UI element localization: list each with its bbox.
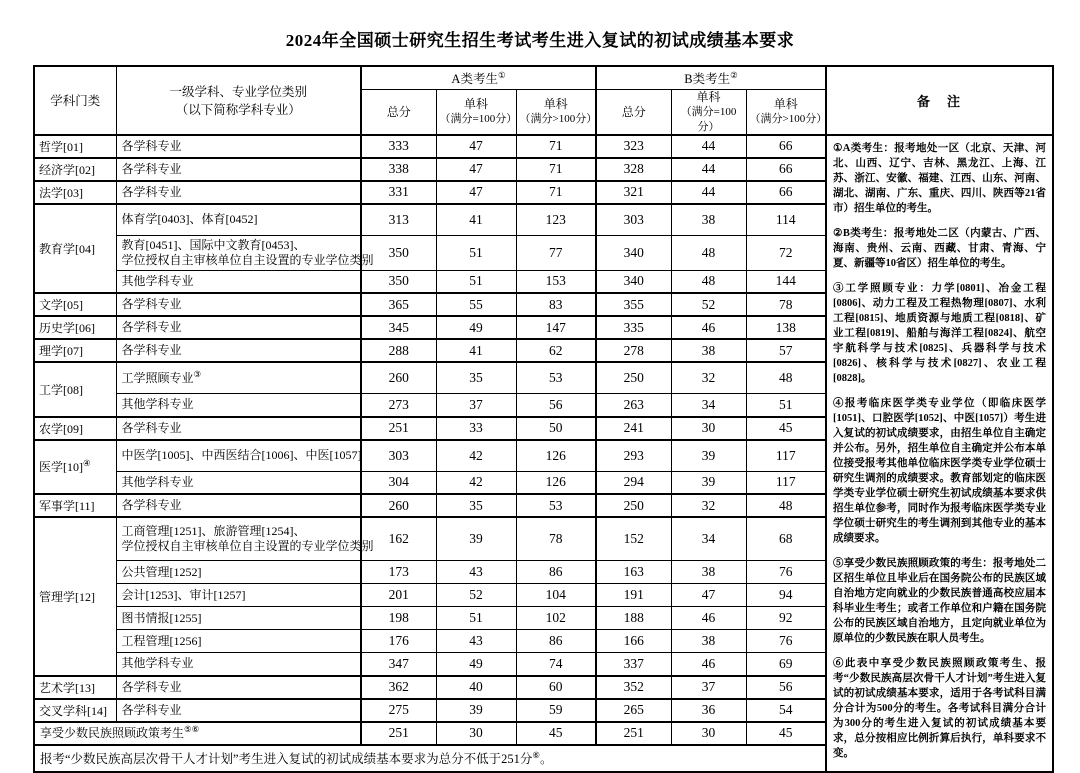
- group-a-footnote-mark: ①: [497, 69, 506, 80]
- page-title: 2024年全国硕士研究生招生考试考生进入复试的初试成绩基本要求: [285, 31, 795, 50]
- score-cell: 241: [596, 417, 671, 440]
- score-cell: 51: [746, 394, 826, 417]
- category-cell: [34, 699, 116, 722]
- score-cell: 162: [361, 517, 436, 561]
- specialty-cell: [116, 362, 361, 394]
- score-cell: 138: [746, 316, 826, 339]
- group-b-label: B类考生: [684, 71, 731, 86]
- score-cell: 338: [361, 158, 436, 181]
- specialty-cell: [116, 517, 374, 561]
- score-cell: 66: [746, 158, 826, 181]
- score-cell: 44: [671, 135, 746, 158]
- score-cell: 350: [361, 235, 436, 270]
- col-header-b-single-gt100: [746, 89, 826, 135]
- score-cell: 250: [596, 362, 671, 394]
- score-cell: 198: [361, 607, 436, 630]
- table-row: [34, 135, 1053, 158]
- score-cell: 48: [671, 270, 746, 293]
- col-header-discipline: [116, 66, 361, 135]
- remark-paragraph: ⑤享受少数民族照顾政策的考生：报考地处二区招生单位且毕业后在国务院公布的民族区域自治地方定向就业的少数民族普通高校应届本科毕业生考生；或者工作单位和户籍在国务院公布的民族区域自治地方，且定向就业单位为原单位的少数民族在职人员考生。: [833, 557, 1047, 644]
- cell-text: 工学[08]: [39, 382, 83, 397]
- score-cell: 38: [671, 561, 746, 584]
- cell-text: 其他学科专业: [121, 273, 194, 288]
- col-header-b-single-eq100: [671, 89, 746, 135]
- cell-text: 教育学[04]: [39, 241, 95, 256]
- score-cell: 56: [746, 676, 826, 699]
- cell-text: 各学科专业: [121, 184, 182, 199]
- specialty-cell: [116, 471, 361, 494]
- score-cell: 52: [671, 293, 746, 316]
- cell-text: 各学科专业: [121, 343, 182, 357]
- score-cell: 42: [436, 440, 516, 472]
- col-header-group-b: [596, 66, 826, 89]
- cell-text: 农学[09]: [39, 421, 83, 436]
- score-cell: 331: [361, 181, 436, 204]
- score-cell: 66: [746, 135, 826, 158]
- score-cell: 83: [516, 293, 596, 316]
- remarks-cell: [826, 135, 1053, 772]
- specialty-cell: [116, 235, 374, 270]
- score-cell: 48: [746, 494, 826, 517]
- score-cell: 76: [746, 630, 826, 653]
- score-cell: 86: [516, 561, 596, 584]
- header-row-groups: [34, 66, 1053, 89]
- score-cell: 46: [671, 653, 746, 676]
- category-cell: [34, 316, 116, 339]
- score-cell: 77: [516, 235, 596, 270]
- col-header-a-single-eq100: [436, 89, 516, 135]
- footnote-mark: ⑥: [532, 749, 540, 760]
- score-cell: 68: [746, 517, 826, 561]
- col-header-category: 学科门类: [34, 66, 116, 135]
- cell-text: 工商管理[1251]、旅游管理[1254]、: [121, 524, 306, 538]
- score-cell: 153: [516, 270, 596, 293]
- score-cell: 74: [516, 653, 596, 676]
- score-cell: 54: [746, 699, 826, 722]
- footnote-mark: ⑤⑥: [184, 723, 200, 734]
- col-header-discipline-line1: 一级学科、专业学位类别: [169, 85, 307, 100]
- score-cell: 347: [361, 653, 436, 676]
- score-cell: 53: [516, 494, 596, 517]
- category-cell: [34, 362, 116, 417]
- score-cell: 39: [436, 699, 516, 722]
- score-cell: 51: [436, 607, 516, 630]
- score-cell: 47: [436, 135, 516, 158]
- score-cell: 275: [361, 699, 436, 722]
- score-cell: 71: [516, 158, 596, 181]
- footer-note-tail: 。: [539, 752, 553, 766]
- specialty-cell: [116, 316, 361, 339]
- score-cell: 48: [671, 235, 746, 270]
- single-label: 单科: [543, 97, 568, 111]
- specialty-cell: [116, 270, 361, 293]
- score-cell: 39: [671, 471, 746, 494]
- score-cell: 251: [596, 722, 671, 745]
- table-body: [34, 135, 1053, 772]
- score-cell: 55: [436, 293, 516, 316]
- cell-text: 交叉学科[14]: [39, 703, 107, 718]
- single-eq100-label: （满分=100分）: [439, 113, 518, 125]
- cell-text: 各学科专业: [121, 420, 182, 435]
- cell-text: 学位授权自主审核单位自主设置的专业学位类别: [121, 539, 374, 553]
- score-cell: 303: [361, 440, 436, 472]
- score-cell: 201: [361, 584, 436, 607]
- score-cell: 44: [671, 181, 746, 204]
- score-cell: 263: [596, 394, 671, 417]
- score-cell: 191: [596, 584, 671, 607]
- cell-text: 各学科专业: [121, 498, 182, 512]
- score-cell: 273: [361, 394, 436, 417]
- cell-text: 哲学[01]: [39, 139, 83, 154]
- score-cell: 43: [436, 561, 516, 584]
- score-cell: 43: [436, 630, 516, 653]
- score-cell: 60: [516, 676, 596, 699]
- score-cell: 176: [361, 630, 436, 653]
- remark-paragraph: ①A类考生：报考地处一区（北京、天津、河北、山西、辽宁、吉林、黑龙江、上海、江苏、浙江、安徽、福建、江西、山东、河南、湖北、湖南、广东、重庆、四川、陕西等21省市）招生单位的考生。: [833, 142, 1047, 214]
- score-cell: 46: [671, 607, 746, 630]
- score-cell: 37: [671, 676, 746, 699]
- minority-policy-label-cell: [34, 722, 361, 745]
- score-cell: 36: [671, 699, 746, 722]
- specialty-cell: [116, 676, 361, 699]
- score-cell: 49: [436, 653, 516, 676]
- group-a-label: A类考生: [451, 71, 498, 86]
- category-cell: [34, 158, 116, 181]
- score-cell: 41: [436, 204, 516, 236]
- group-b-footnote-mark: ②: [730, 69, 738, 80]
- specialty-cell: [116, 204, 361, 236]
- cell-text: 工学照顾专业: [121, 370, 194, 385]
- col-header-b-total: 总分: [596, 89, 671, 135]
- specialty-cell: [116, 181, 361, 204]
- score-cell: 52: [436, 584, 516, 607]
- single-gt100-label: （满分>100分）: [749, 113, 828, 125]
- single-label: 单科: [696, 89, 721, 104]
- score-cell: 92: [746, 607, 826, 630]
- score-cell: 30: [671, 722, 746, 745]
- score-cell: 71: [516, 135, 596, 158]
- score-cell: 337: [596, 653, 671, 676]
- score-cell: 293: [596, 440, 671, 472]
- score-cell: 59: [516, 699, 596, 722]
- score-cell: 355: [596, 293, 671, 316]
- score-cell: 365: [361, 293, 436, 316]
- remark-paragraph: ②B类考生：报考地处二区（内蒙古、广西、海南、贵州、云南、西藏、甘肃、青海、宁夏、新疆等10省区）招生单位的考生。: [833, 227, 1047, 269]
- cell-text: 各学科专业: [121, 679, 182, 694]
- score-cell: 56: [516, 394, 596, 417]
- cell-text: 文学[05]: [39, 298, 83, 312]
- score-cell: 30: [436, 722, 516, 745]
- score-cell: 38: [671, 339, 746, 362]
- score-cell: 32: [671, 362, 746, 394]
- score-cell: 46: [671, 316, 746, 339]
- score-cell: 126: [516, 471, 596, 494]
- score-cell: 188: [596, 607, 671, 630]
- cell-text: 教育[0451]、国际中文教育[0453]、: [121, 237, 306, 252]
- col-header-remarks: 备 注: [826, 66, 1053, 135]
- score-cell: 117: [746, 440, 826, 472]
- specialty-cell: [116, 339, 361, 362]
- single-label: 单科: [463, 97, 488, 111]
- score-cell: 328: [596, 158, 671, 181]
- score-cell: 38: [671, 630, 746, 653]
- single-gt100-label: （满分>100分）: [519, 113, 598, 125]
- score-cell: 117: [746, 471, 826, 494]
- cell-text: 各学科专业: [121, 320, 182, 334]
- category-cell: [34, 440, 116, 495]
- score-cell: 35: [436, 494, 516, 517]
- score-cell: 45: [746, 417, 826, 440]
- cell-text: 其他学科专业: [121, 656, 194, 671]
- cell-text: 工程管理[1256]: [121, 633, 202, 648]
- specialty-cell: [116, 135, 361, 158]
- score-cell: 49: [436, 316, 516, 339]
- cell-text: 各学科专业: [121, 702, 182, 717]
- score-cell: 47: [671, 584, 746, 607]
- score-cell: 76: [746, 561, 826, 584]
- score-cell: 126: [516, 440, 596, 472]
- cell-text: 享受少数民族照顾政策考生: [40, 725, 185, 740]
- remarks-content: [833, 141, 1046, 761]
- score-cell: 362: [361, 676, 436, 699]
- score-cell: 48: [746, 362, 826, 394]
- specialty-cell: [116, 584, 361, 607]
- col-header-a-total: 总分: [361, 89, 436, 135]
- score-cell: 44: [671, 158, 746, 181]
- score-cell: 278: [596, 339, 671, 362]
- score-cell: 34: [671, 517, 746, 561]
- score-cell: 173: [361, 561, 436, 584]
- specialty-cell: [116, 607, 361, 630]
- footer-note-text: 报考“少数民族高层次骨干人才计划”考生进入复试的初试成绩基本要求为总分不低于251分: [40, 752, 533, 766]
- score-cell: 313: [361, 204, 436, 236]
- score-cell: 41: [436, 339, 516, 362]
- score-cell: 35: [436, 362, 516, 394]
- score-cell: 350: [361, 270, 436, 293]
- score-cell: 62: [516, 339, 596, 362]
- score-cell: 45: [516, 722, 596, 745]
- score-cell: 72: [746, 235, 826, 270]
- cell-text: 医学[10]: [39, 460, 83, 475]
- category-cell: [34, 293, 116, 316]
- specialty-cell: [116, 653, 361, 676]
- score-cell: 345: [361, 316, 436, 339]
- score-cell: 304: [361, 471, 436, 494]
- cell-text: 历史学[06]: [39, 321, 95, 335]
- score-cell: 71: [516, 181, 596, 204]
- score-cell: 40: [436, 676, 516, 699]
- score-cell: 94: [746, 584, 826, 607]
- score-cell: 39: [671, 440, 746, 472]
- specialty-cell: [116, 699, 361, 722]
- score-cell: 51: [436, 235, 516, 270]
- category-cell: [34, 135, 116, 158]
- score-cell: 251: [361, 722, 436, 745]
- score-cell: 51: [436, 270, 516, 293]
- table-header: [34, 66, 1053, 135]
- score-cell: 34: [671, 394, 746, 417]
- cell-text: 公共管理[1252]: [121, 564, 202, 579]
- category-cell: [34, 204, 116, 294]
- score-cell: 335: [596, 316, 671, 339]
- score-cell: 38: [671, 204, 746, 236]
- specialty-cell: [116, 561, 361, 584]
- score-cell: 37: [436, 394, 516, 417]
- cell-text: 军事学[11]: [39, 499, 95, 513]
- footnote-mark: ③: [193, 368, 202, 379]
- score-cell: 45: [746, 722, 826, 745]
- remark-paragraph: ③工学照顾专业：力学[0801]、冶金工程[0806]、动力工程及工程热物理[0807]、水利工程[0815]、地质资源与地质工程[0818]、矿业工程[0819]、船舶与海洋工程[0824]、航空宇航科学与技术[0825]、兵器科学与技术[0826]、核科学与技术[0827]、农业工程[0828]。: [833, 282, 1047, 384]
- score-cell: 32: [671, 494, 746, 517]
- cell-text: 体育学[0403]、体育[0452]: [121, 212, 258, 226]
- score-cell: 69: [746, 653, 826, 676]
- cell-text: 各学科专业: [121, 138, 182, 153]
- score-cell: 352: [596, 676, 671, 699]
- cell-text: 法学[03]: [39, 185, 83, 200]
- score-cell: 251: [361, 417, 436, 440]
- score-cell: 250: [596, 494, 671, 517]
- score-cell: 78: [516, 517, 596, 561]
- single-label: 单科: [773, 97, 798, 111]
- score-cell: 260: [361, 494, 436, 517]
- cell-text: 其他学科专业: [121, 474, 194, 489]
- score-cell: 288: [361, 339, 436, 362]
- cell-text: 各学科专业: [121, 297, 182, 311]
- score-cell: 152: [596, 517, 671, 561]
- specialty-cell: [116, 494, 361, 517]
- category-cell: [34, 517, 116, 676]
- score-cell: 294: [596, 471, 671, 494]
- score-cell: 42: [436, 471, 516, 494]
- score-cell: 53: [516, 362, 596, 394]
- score-cell: 86: [516, 630, 596, 653]
- footnote-mark: ④: [83, 458, 91, 469]
- score-cell: 147: [516, 316, 596, 339]
- score-cell: 333: [361, 135, 436, 158]
- specialty-cell: [116, 440, 361, 472]
- score-cell: 265: [596, 699, 671, 722]
- cell-text: 会计[1253]、审计[1257]: [121, 587, 246, 602]
- category-cell: [34, 494, 116, 517]
- cell-text: 艺术学[13]: [39, 680, 95, 695]
- score-cell: 323: [596, 135, 671, 158]
- col-header-a-single-gt100: [516, 89, 596, 135]
- specialty-cell: [116, 394, 361, 417]
- cell-text: 学位授权自主审核单位自主设置的专业学位类别: [121, 252, 374, 267]
- score-cell: 57: [746, 339, 826, 362]
- score-cell: 50: [516, 417, 596, 440]
- specialty-cell: [116, 293, 361, 316]
- category-cell: [34, 339, 116, 362]
- score-cell: 33: [436, 417, 516, 440]
- cell-text: 管理学[12]: [39, 589, 95, 604]
- col-header-group-a: [361, 66, 596, 89]
- score-cell: 321: [596, 181, 671, 204]
- score-cell: 66: [746, 181, 826, 204]
- cell-text: 其他学科专业: [121, 397, 194, 412]
- score-cell: 123: [516, 204, 596, 236]
- col-header-discipline-line2: （以下简称学科专业）: [175, 103, 301, 118]
- category-cell: [34, 417, 116, 440]
- score-cell: 102: [516, 607, 596, 630]
- score-cell: 114: [746, 204, 826, 236]
- cell-text: 理学[07]: [39, 344, 83, 358]
- score-cell: 340: [596, 270, 671, 293]
- remark-paragraph: ④报考临床医学类专业学位（即临床医学[1051]、口腔医学[1052]、中医[1057]）考生进入复试的初试成绩要求，由招生单位自主确定并公布。另外，招生单位自主确定并公布本单位接受报考其他单位临床医学类专业学位硕士研究生调剂的成绩要求。教育部划定的临床医学类专业学位硕士研究生初试成绩基本要求供招生单位参考，同时作为报考临床医学类专业学位硕士研究生的考生调剂到其他专业的基本成绩要求。: [833, 397, 1047, 544]
- single-eq100-label: （满分=100分）: [680, 105, 737, 133]
- score-cell: 30: [671, 417, 746, 440]
- score-requirements-table: [33, 65, 1054, 773]
- category-cell: [34, 676, 116, 699]
- score-cell: 47: [436, 181, 516, 204]
- footer-note-cell: [34, 745, 826, 772]
- score-cell: 78: [746, 293, 826, 316]
- cell-text: 中医学[1005]、中西医结合[1006]、中医[1057]: [121, 448, 362, 462]
- score-cell: 47: [436, 158, 516, 181]
- cell-text: 图书情报[1255]: [121, 610, 202, 625]
- score-cell: 39: [436, 517, 516, 561]
- score-cell: 260: [361, 362, 436, 394]
- score-cell: 144: [746, 270, 826, 293]
- score-cell: 303: [596, 204, 671, 236]
- score-cell: 166: [596, 630, 671, 653]
- cell-text: 经济学[02]: [39, 162, 95, 177]
- category-cell: [34, 181, 116, 204]
- score-cell: 104: [516, 584, 596, 607]
- specialty-cell: [116, 630, 361, 653]
- remark-paragraph: ⑥此表中享受少数民族照顾政策考生、报考“少数民族高层次骨干人才计划”考生进入复试的初试成绩基本要求，适用于各考试科目满分合计为500分的考生。各考试科目满分合计为300分的考生进入复试的初试成绩基本要求，总分按相应比例折算后执行，单科要求不变。: [833, 657, 1047, 759]
- specialty-cell: [116, 158, 361, 181]
- cell-text: 各学科专业: [121, 161, 182, 176]
- score-cell: 340: [596, 235, 671, 270]
- specialty-cell: [116, 417, 361, 440]
- score-cell: 163: [596, 561, 671, 584]
